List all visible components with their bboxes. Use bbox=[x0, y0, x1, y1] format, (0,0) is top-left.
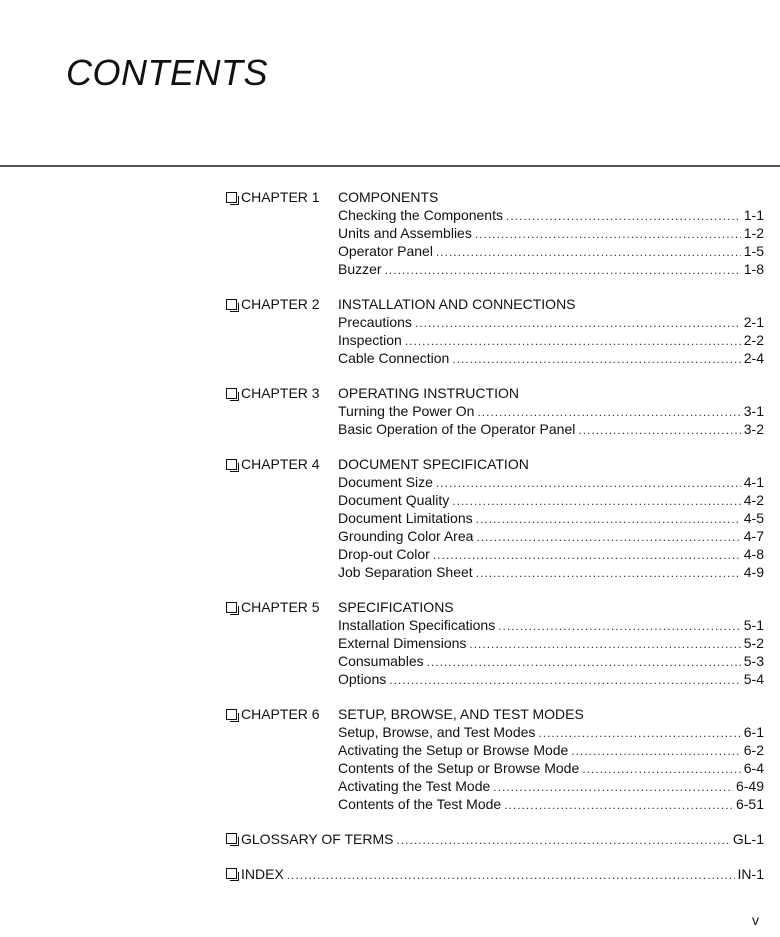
dot-leader bbox=[436, 243, 741, 261]
toc-entry-page: 6-51 bbox=[735, 796, 764, 812]
toc-entry-title: Consumables bbox=[338, 653, 424, 669]
chapter-label-text: CHAPTER 6 bbox=[241, 706, 320, 722]
toc-entry-page: 4-8 bbox=[743, 546, 764, 562]
checkbox-bullet-icon bbox=[226, 833, 237, 844]
dot-leader bbox=[433, 546, 741, 564]
chapter-title: INSTALLATION AND CONNECTIONS bbox=[338, 296, 576, 312]
chapter-block bbox=[226, 188, 764, 278]
chapter-label-text: CHAPTER 4 bbox=[241, 456, 320, 472]
dot-leader bbox=[452, 492, 740, 510]
dot-leader bbox=[498, 617, 741, 635]
toc-entry-page: 6-4 bbox=[743, 760, 764, 776]
dot-leader bbox=[504, 796, 733, 814]
toc-entry[interactable] bbox=[338, 313, 764, 331]
toc-entry-page: 1-5 bbox=[743, 243, 764, 259]
chapter-heading[interactable] bbox=[226, 598, 764, 616]
toc-entry-page: 4-5 bbox=[743, 510, 764, 526]
checkbox-bullet-icon bbox=[226, 602, 237, 613]
toc-entry[interactable] bbox=[338, 527, 764, 545]
toc-entry-title: Precautions bbox=[338, 314, 412, 330]
dot-leader bbox=[436, 474, 741, 492]
checkbox-bullet-icon bbox=[226, 868, 237, 879]
toc-entry-title: INDEX bbox=[241, 866, 284, 882]
chapter-heading[interactable] bbox=[226, 705, 764, 723]
toc-entry-title: Document Size bbox=[338, 474, 433, 490]
toc-entry-page: 5-1 bbox=[743, 617, 764, 633]
toc-entry-title: Activating the Test Mode bbox=[338, 778, 491, 794]
toc-entry-title: GLOSSARY OF TERMS bbox=[241, 831, 394, 847]
chapter-label bbox=[226, 705, 338, 723]
toc-entry[interactable] bbox=[338, 242, 764, 260]
toc-entry-page: 5-3 bbox=[743, 653, 764, 669]
chapter-title: SETUP, BROWSE, AND TEST MODES bbox=[338, 706, 584, 722]
toc-entry[interactable] bbox=[338, 723, 764, 741]
dot-leader bbox=[476, 510, 741, 528]
checkbox-bullet-icon bbox=[226, 299, 237, 310]
toc-entry[interactable] bbox=[338, 670, 764, 688]
toc-entry-page: 6-2 bbox=[743, 742, 764, 758]
toc-entry-page: 1-2 bbox=[743, 225, 764, 241]
toc-entry-page: 4-1 bbox=[743, 474, 764, 490]
toc-entry-page: 2-1 bbox=[743, 314, 764, 330]
chapter-block bbox=[226, 384, 764, 438]
toc-entry-title: Options bbox=[338, 671, 387, 687]
chapter-label-text: CHAPTER 5 bbox=[241, 599, 320, 615]
toc-entry-title: Setup, Browse, and Test Modes bbox=[338, 724, 536, 740]
toc-entry-title: Turning the Power On bbox=[338, 403, 475, 419]
toc-entry-title: Grounding Color Area bbox=[338, 528, 474, 544]
dot-leader bbox=[475, 225, 741, 243]
dot-leader bbox=[287, 866, 735, 884]
toc-entry[interactable] bbox=[338, 777, 764, 795]
toc-entry-title: Operator Panel bbox=[338, 243, 433, 259]
dot-leader bbox=[397, 831, 730, 849]
chapter-label-text: CHAPTER 1 bbox=[241, 189, 320, 205]
dot-leader bbox=[476, 564, 741, 582]
chapter-label bbox=[226, 295, 338, 313]
toc-entry-page: 3-2 bbox=[743, 421, 764, 437]
chapter-label-text: CHAPTER 3 bbox=[241, 385, 320, 401]
table-of-contents bbox=[226, 188, 764, 900]
dot-leader bbox=[415, 314, 741, 332]
toc-entry-title: Contents of the Setup or Browse Mode bbox=[338, 760, 580, 776]
chapter-heading[interactable] bbox=[226, 295, 764, 313]
toc-entry[interactable] bbox=[338, 509, 764, 527]
checkbox-bullet-icon bbox=[226, 459, 237, 470]
toc-entry-title: Document Limitations bbox=[338, 510, 473, 526]
toc-entry-page: 4-7 bbox=[743, 528, 764, 544]
toc-entry[interactable] bbox=[338, 741, 764, 759]
chapter-title: COMPONENTS bbox=[338, 189, 439, 205]
toc-entry[interactable] bbox=[338, 491, 764, 509]
toc-entry-page: 1-1 bbox=[743, 207, 764, 223]
chapter-title: OPERATING INSTRUCTION bbox=[338, 385, 519, 401]
toc-entry[interactable] bbox=[338, 616, 764, 634]
toc-entry[interactable] bbox=[338, 260, 764, 278]
page-title: CONTENTS bbox=[66, 52, 268, 93]
chapter-heading[interactable] bbox=[226, 188, 764, 206]
toc-entry-page: IN-1 bbox=[737, 866, 764, 882]
dot-leader bbox=[385, 261, 741, 279]
chapter-title: DOCUMENT SPECIFICATION bbox=[338, 456, 529, 472]
chapter-label bbox=[226, 188, 338, 206]
dot-leader bbox=[427, 653, 741, 671]
toc-entry-title: Contents of the Test Mode bbox=[338, 796, 502, 812]
toc-entry-title: Buzzer bbox=[338, 261, 382, 277]
toc-entry-title: Units and Assemblies bbox=[338, 225, 472, 241]
toc-entry[interactable] bbox=[338, 349, 764, 367]
toc-entry[interactable] bbox=[338, 224, 764, 242]
dot-leader bbox=[469, 635, 740, 653]
dot-leader bbox=[477, 403, 740, 421]
page-number: v bbox=[752, 912, 759, 928]
toc-entry[interactable] bbox=[338, 206, 764, 224]
toc-entry-title: Checking the Components bbox=[338, 207, 503, 223]
checkbox-bullet-icon bbox=[226, 388, 237, 399]
dot-leader bbox=[582, 760, 741, 778]
chapter-heading[interactable] bbox=[226, 455, 764, 473]
toc-entry[interactable] bbox=[338, 795, 764, 813]
toc-entry-page: 3-1 bbox=[743, 403, 764, 419]
toc-entry[interactable] bbox=[338, 634, 764, 652]
toc-entry-page: 6-1 bbox=[743, 724, 764, 740]
dot-leader bbox=[506, 207, 741, 225]
toc-entry-page: 2-2 bbox=[743, 332, 764, 348]
dot-leader bbox=[538, 724, 740, 742]
chapter-block bbox=[226, 598, 764, 688]
toc-entry-title: Basic Operation of the Operator Panel bbox=[338, 421, 576, 437]
chapter-label bbox=[226, 384, 338, 402]
chapter-label-text: CHAPTER 2 bbox=[241, 296, 320, 312]
toc-entry[interactable] bbox=[338, 563, 764, 581]
chapter-block bbox=[226, 455, 764, 581]
dot-leader bbox=[578, 421, 740, 439]
toc-entry-glossary[interactable] bbox=[226, 830, 764, 848]
toc-entry-title: Installation Specifications bbox=[338, 617, 496, 633]
toc-entry-title: Document Quality bbox=[338, 492, 450, 508]
dot-leader bbox=[571, 742, 740, 760]
toc-entry[interactable] bbox=[338, 759, 764, 777]
toc-entry-title: Activating the Setup or Browse Mode bbox=[338, 742, 569, 758]
toc-entry-title: Job Separation Sheet bbox=[338, 564, 473, 580]
dot-leader bbox=[476, 528, 740, 546]
toc-entry-title: Inspection bbox=[338, 332, 402, 348]
toc-entry-title: External Dimensions bbox=[338, 635, 467, 651]
toc-entry[interactable] bbox=[338, 402, 764, 420]
toc-entry[interactable] bbox=[338, 652, 764, 670]
toc-entry[interactable] bbox=[338, 420, 764, 438]
chapter-block bbox=[226, 705, 764, 813]
toc-entry-page: 6-49 bbox=[735, 778, 764, 794]
dot-leader bbox=[452, 350, 740, 368]
dot-leader bbox=[389, 671, 741, 689]
toc-entry[interactable] bbox=[338, 331, 764, 349]
toc-entry-page: 5-2 bbox=[743, 635, 764, 651]
toc-entry-title: Drop-out Color bbox=[338, 546, 430, 562]
chapter-list bbox=[226, 188, 764, 813]
chapter-label bbox=[226, 455, 338, 473]
toc-entry-page: 2-4 bbox=[743, 350, 764, 366]
chapter-title: SPECIFICATIONS bbox=[338, 599, 454, 615]
chapter-label bbox=[226, 598, 338, 616]
chapter-block bbox=[226, 295, 764, 367]
toc-entry-page: GL-1 bbox=[732, 831, 764, 847]
toc-entry-title: Cable Connection bbox=[338, 350, 450, 366]
chapter-heading[interactable] bbox=[226, 384, 764, 402]
dot-leader bbox=[493, 778, 733, 796]
checkbox-bullet-icon bbox=[226, 709, 237, 720]
toc-entry-page: 1-8 bbox=[743, 261, 764, 277]
toc-entry-page: 5-4 bbox=[743, 671, 764, 687]
toc-entry[interactable] bbox=[338, 473, 764, 491]
toc-entry-index[interactable] bbox=[226, 865, 764, 883]
checkbox-bullet-icon bbox=[226, 192, 237, 203]
header-divider bbox=[0, 165, 780, 167]
toc-entry[interactable] bbox=[338, 545, 764, 563]
dot-leader bbox=[405, 332, 741, 350]
toc-entry-page: 4-9 bbox=[743, 564, 764, 580]
toc-entry-page: 4-2 bbox=[743, 492, 764, 508]
